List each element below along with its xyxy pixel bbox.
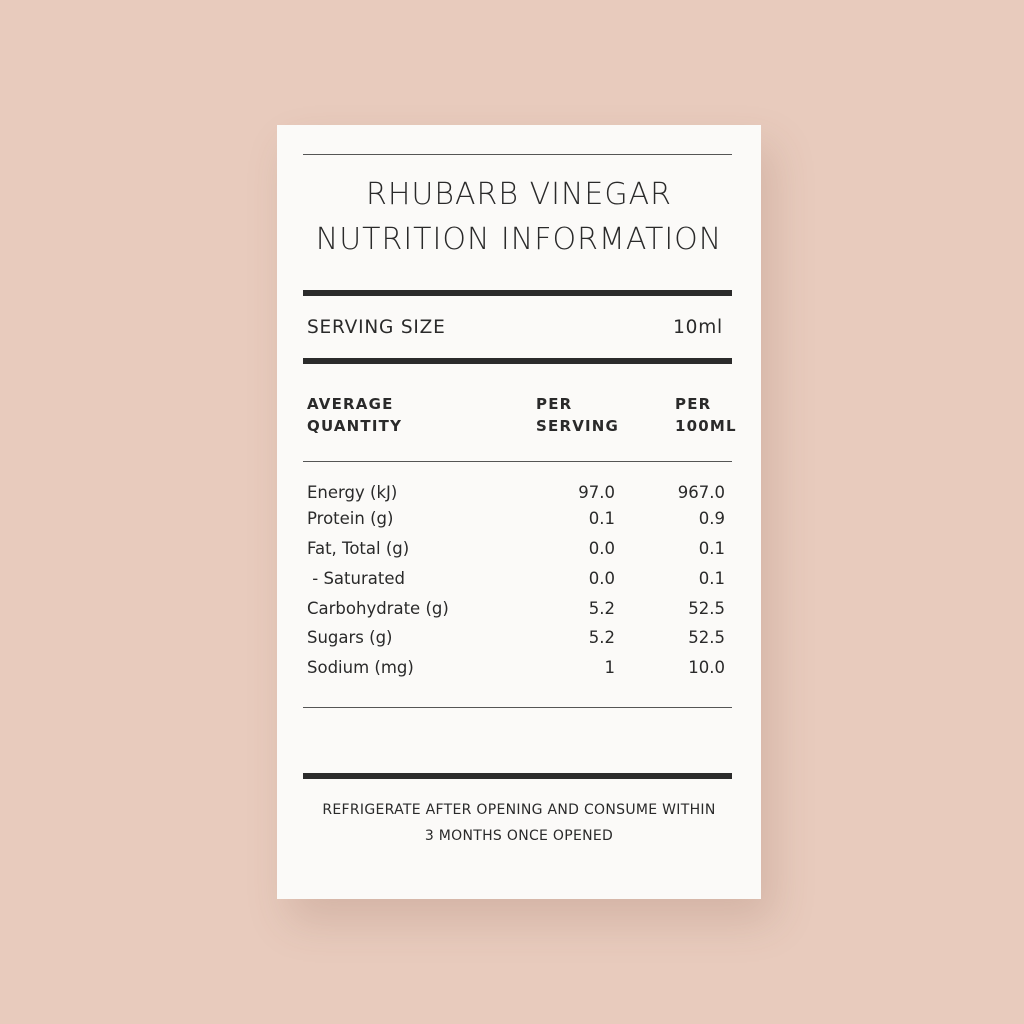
header-per-serving [536, 393, 619, 437]
label-heading: NUTRITION INFORMATION [315, 222, 723, 257]
nutrient-name: - Saturated [307, 569, 405, 588]
per-serving-value: 1 [604, 658, 615, 677]
serving-divider [303, 358, 732, 364]
table-row [307, 509, 725, 539]
table-row [307, 658, 725, 688]
header-divider [303, 461, 732, 462]
nutrient-name: Carbohydrate (g) [307, 599, 449, 618]
per-serving-value: 97.0 [578, 483, 615, 502]
header-text: AVERAGE [307, 395, 394, 413]
nutrient-name: Energy (kJ) [307, 483, 398, 502]
per-serving-value: 0.0 [588, 569, 615, 588]
serving-size-value: 10ml [673, 317, 723, 338]
header-text: SERVING [536, 417, 620, 435]
per-100ml-value: 0.1 [698, 569, 725, 588]
per-100ml-value: 967.0 [677, 483, 725, 502]
table-bottom-divider [303, 707, 732, 708]
header-text: PER [675, 395, 712, 413]
table-row [307, 569, 725, 599]
footer-divider [303, 773, 732, 779]
nutrition-label-card [277, 125, 761, 899]
product-title: RHUBARB VINEGAR [366, 177, 672, 212]
per-100ml-value: 52.5 [688, 628, 725, 647]
header-per-100ml [675, 393, 737, 437]
per-serving-value: 5.2 [588, 628, 615, 647]
table-row [307, 628, 725, 658]
storage-instructions [277, 797, 761, 849]
serving-size-row [307, 317, 723, 338]
header-text: QUANTITY [307, 417, 403, 435]
top-divider [303, 154, 732, 155]
per-100ml-value: 10.0 [688, 658, 725, 677]
nutrient-name: Sugars (g) [307, 628, 393, 647]
footer-text: REFRIGERATE AFTER OPENING AND CONSUME WITHIN [322, 802, 716, 818]
table-row [307, 599, 725, 629]
footer-text: 3 MONTHS ONCE OPENED [424, 828, 614, 844]
table-row [307, 539, 725, 569]
header-text: 100ML [675, 417, 737, 435]
header-text: PER [536, 395, 573, 413]
nutrient-name: Sodium (mg) [307, 658, 414, 677]
heading-divider [303, 290, 732, 296]
per-100ml-value: 0.9 [698, 509, 725, 528]
per-100ml-value: 0.1 [698, 539, 725, 558]
per-serving-value: 0.1 [588, 509, 615, 528]
serving-size-label: SERVING SIZE [307, 317, 446, 338]
nutrient-name: Fat, Total (g) [307, 539, 410, 558]
per-serving-value: 5.2 [588, 599, 615, 618]
header-average-quantity [307, 393, 402, 437]
per-serving-value: 0.0 [588, 539, 615, 558]
per-100ml-value: 52.5 [688, 599, 725, 618]
nutrient-name: Protein (g) [307, 509, 394, 528]
